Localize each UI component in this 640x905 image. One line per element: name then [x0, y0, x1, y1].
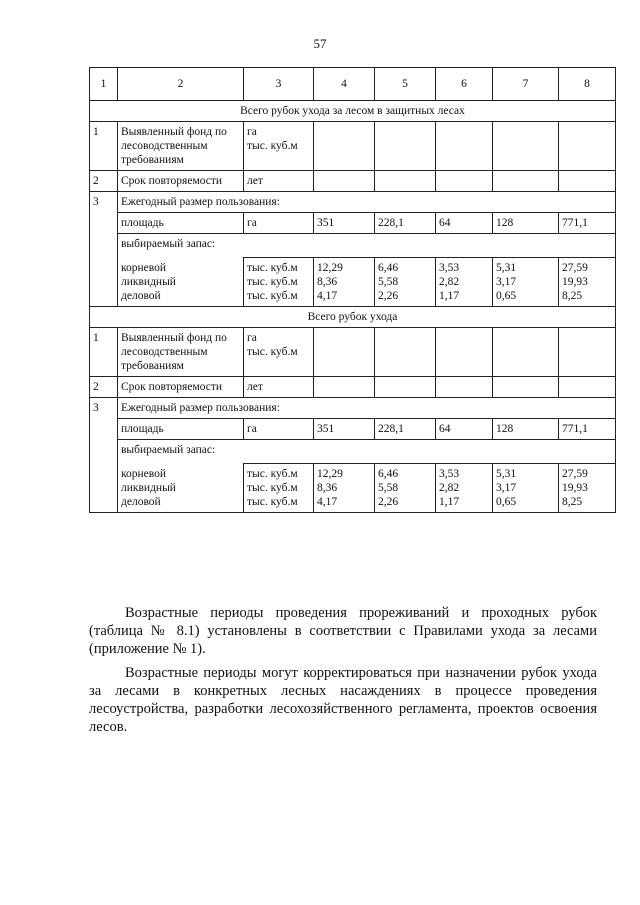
unit: лет — [244, 377, 314, 398]
cell-line: 2,82 — [439, 482, 460, 494]
column-header: 2 — [118, 68, 244, 101]
row-number: 3 — [90, 398, 118, 513]
cell-line: ликвидный — [121, 481, 176, 494]
cell-line: деловой — [121, 495, 161, 508]
cell-line: лесоводственным — [121, 140, 208, 152]
value — [314, 258, 375, 307]
row-label: выбираемый запас: — [118, 440, 616, 464]
value: 351 — [314, 419, 375, 440]
cell-line: 8,36 — [317, 482, 338, 494]
row-number: 1 — [90, 122, 118, 171]
cell-line: 27,59 — [562, 262, 588, 274]
cell-line: корневой — [121, 467, 167, 480]
cell-line: 5,31 — [496, 262, 517, 274]
cell-line: 4,17 — [317, 496, 338, 508]
value — [493, 171, 559, 192]
cell-line: Выявленный фонд по — [121, 332, 227, 344]
cell-line: 3,17 — [496, 276, 517, 288]
cell-line: 1,17 — [439, 290, 460, 302]
row-number: 2 — [90, 377, 118, 398]
cell-line: 5,31 — [496, 468, 517, 480]
row-label — [118, 328, 244, 377]
value — [436, 464, 493, 513]
cell-line: корневой — [121, 261, 167, 274]
value: 228,1 — [375, 213, 436, 234]
cell-line: ликвидный — [121, 275, 176, 288]
unit: га — [244, 419, 314, 440]
value — [375, 122, 436, 171]
value — [559, 377, 616, 398]
value — [559, 464, 616, 513]
cell-line: 0,65 — [496, 290, 517, 302]
section-title: Всего рубок ухода за лесом в защитных лесах — [90, 101, 616, 122]
row-label — [118, 122, 244, 171]
unit — [244, 122, 314, 171]
cell-line: тыс. куб.м — [247, 140, 298, 152]
column-header: 1 — [90, 68, 118, 101]
row-number: 1 — [90, 328, 118, 377]
section-title: Всего рубок ухода — [90, 307, 616, 328]
paragraph: Возрастные периоды могут корректироваться при назначении рубок ухода за лесами в конкретных лесных насаждениях в процессе проведения лесоустройства, разработки лесохозяйственного регламента, проектов освоения лесов. — [89, 665, 597, 735]
value — [559, 122, 616, 171]
cell-line: 2,82 — [439, 276, 460, 288]
value — [436, 258, 493, 307]
cell-line: требованиям — [121, 154, 184, 166]
unit — [244, 328, 314, 377]
value — [375, 258, 436, 307]
cell-line: тыс. куб.м — [247, 482, 298, 494]
column-header: 6 — [436, 68, 493, 101]
cell-line: 5,58 — [378, 276, 399, 288]
cell-line: 19,93 — [562, 276, 588, 288]
value — [436, 328, 493, 377]
row-label — [118, 464, 244, 513]
column-header: 8 — [559, 68, 616, 101]
cell-line: Выявленный фонд по — [121, 126, 227, 138]
cell-line: тыс. куб.м — [247, 290, 298, 302]
row-label: Ежегодный размер пользования: — [118, 398, 616, 419]
value: 64 — [436, 213, 493, 234]
cell-line: 12,29 — [317, 262, 343, 274]
cell-line: 5,58 — [378, 482, 399, 494]
column-header: 7 — [493, 68, 559, 101]
cell-line: 4,17 — [317, 290, 338, 302]
value: 771,1 — [559, 213, 616, 234]
value — [559, 258, 616, 307]
cell-line: лесоводственным — [121, 346, 208, 358]
value — [493, 258, 559, 307]
cell-line: 19,93 — [562, 482, 588, 494]
cell-line: 8,25 — [562, 290, 583, 302]
page-number: 57 — [313, 36, 327, 51]
value — [493, 122, 559, 171]
cell-line: 6,46 — [378, 468, 399, 480]
value: 128 — [493, 213, 559, 234]
value: 128 — [493, 419, 559, 440]
cell-line: га — [247, 126, 257, 138]
value — [559, 171, 616, 192]
value — [314, 377, 375, 398]
row-number: 3 — [90, 192, 118, 307]
row-label: выбираемый запас: — [118, 234, 616, 258]
cell-line: требованиям — [121, 360, 184, 372]
row-label: Ежегодный размер пользования: — [118, 192, 616, 213]
value — [375, 328, 436, 377]
cell-line: 0,65 — [496, 496, 517, 508]
value — [436, 171, 493, 192]
value: 64 — [436, 419, 493, 440]
unit: га — [244, 213, 314, 234]
row-number: 2 — [90, 171, 118, 192]
cell-line: деловой — [121, 289, 161, 302]
value — [375, 377, 436, 398]
value — [375, 171, 436, 192]
column-header: 5 — [375, 68, 436, 101]
column-header: 3 — [244, 68, 314, 101]
cell-line: тыс. куб.м — [247, 276, 298, 288]
value — [436, 122, 493, 171]
value — [314, 171, 375, 192]
forest-thinning-table — [89, 67, 616, 513]
cell-line: тыс. куб.м — [247, 262, 298, 274]
row-label: Срок повторяемости — [118, 377, 244, 398]
value — [314, 122, 375, 171]
cell-line: га — [247, 332, 257, 344]
unit — [244, 258, 314, 307]
cell-line: тыс. куб.м — [247, 346, 298, 358]
value: 771,1 — [559, 419, 616, 440]
cell-line: тыс. куб.м — [247, 468, 298, 480]
cell-line: 2,26 — [378, 496, 399, 508]
cell-line: 8,25 — [562, 496, 583, 508]
value — [559, 328, 616, 377]
cell-line: 3,17 — [496, 482, 517, 494]
cell-line: 1,17 — [439, 496, 460, 508]
row-label: площадь — [118, 213, 244, 234]
value: 228,1 — [375, 419, 436, 440]
unit — [244, 464, 314, 513]
cell-line: 8,36 — [317, 276, 338, 288]
value: 351 — [314, 213, 375, 234]
row-label: площадь — [118, 419, 244, 440]
value — [314, 328, 375, 377]
row-label: Срок повторяемости — [118, 171, 244, 192]
value — [375, 464, 436, 513]
cell-line: 12,29 — [317, 468, 343, 480]
value — [314, 464, 375, 513]
cell-line: 3,53 — [439, 468, 460, 480]
value — [436, 377, 493, 398]
paragraph: Возрастные периоды проведения прореживаний и проходных рубок (таблица № 8.1) установлены в соответствии с Правилами ухода за лесами (приложение № 1). — [89, 605, 597, 657]
value — [493, 328, 559, 377]
cell-line: 6,46 — [378, 262, 399, 274]
cell-line: 27,59 — [562, 468, 588, 480]
row-label — [118, 258, 244, 307]
value — [493, 377, 559, 398]
value — [493, 464, 559, 513]
cell-line: тыс. куб.м — [247, 496, 298, 508]
body-text — [89, 604, 597, 742]
column-header: 4 — [314, 68, 375, 101]
cell-line: 3,53 — [439, 262, 460, 274]
cell-line: 2,26 — [378, 290, 399, 302]
unit: лет — [244, 171, 314, 192]
